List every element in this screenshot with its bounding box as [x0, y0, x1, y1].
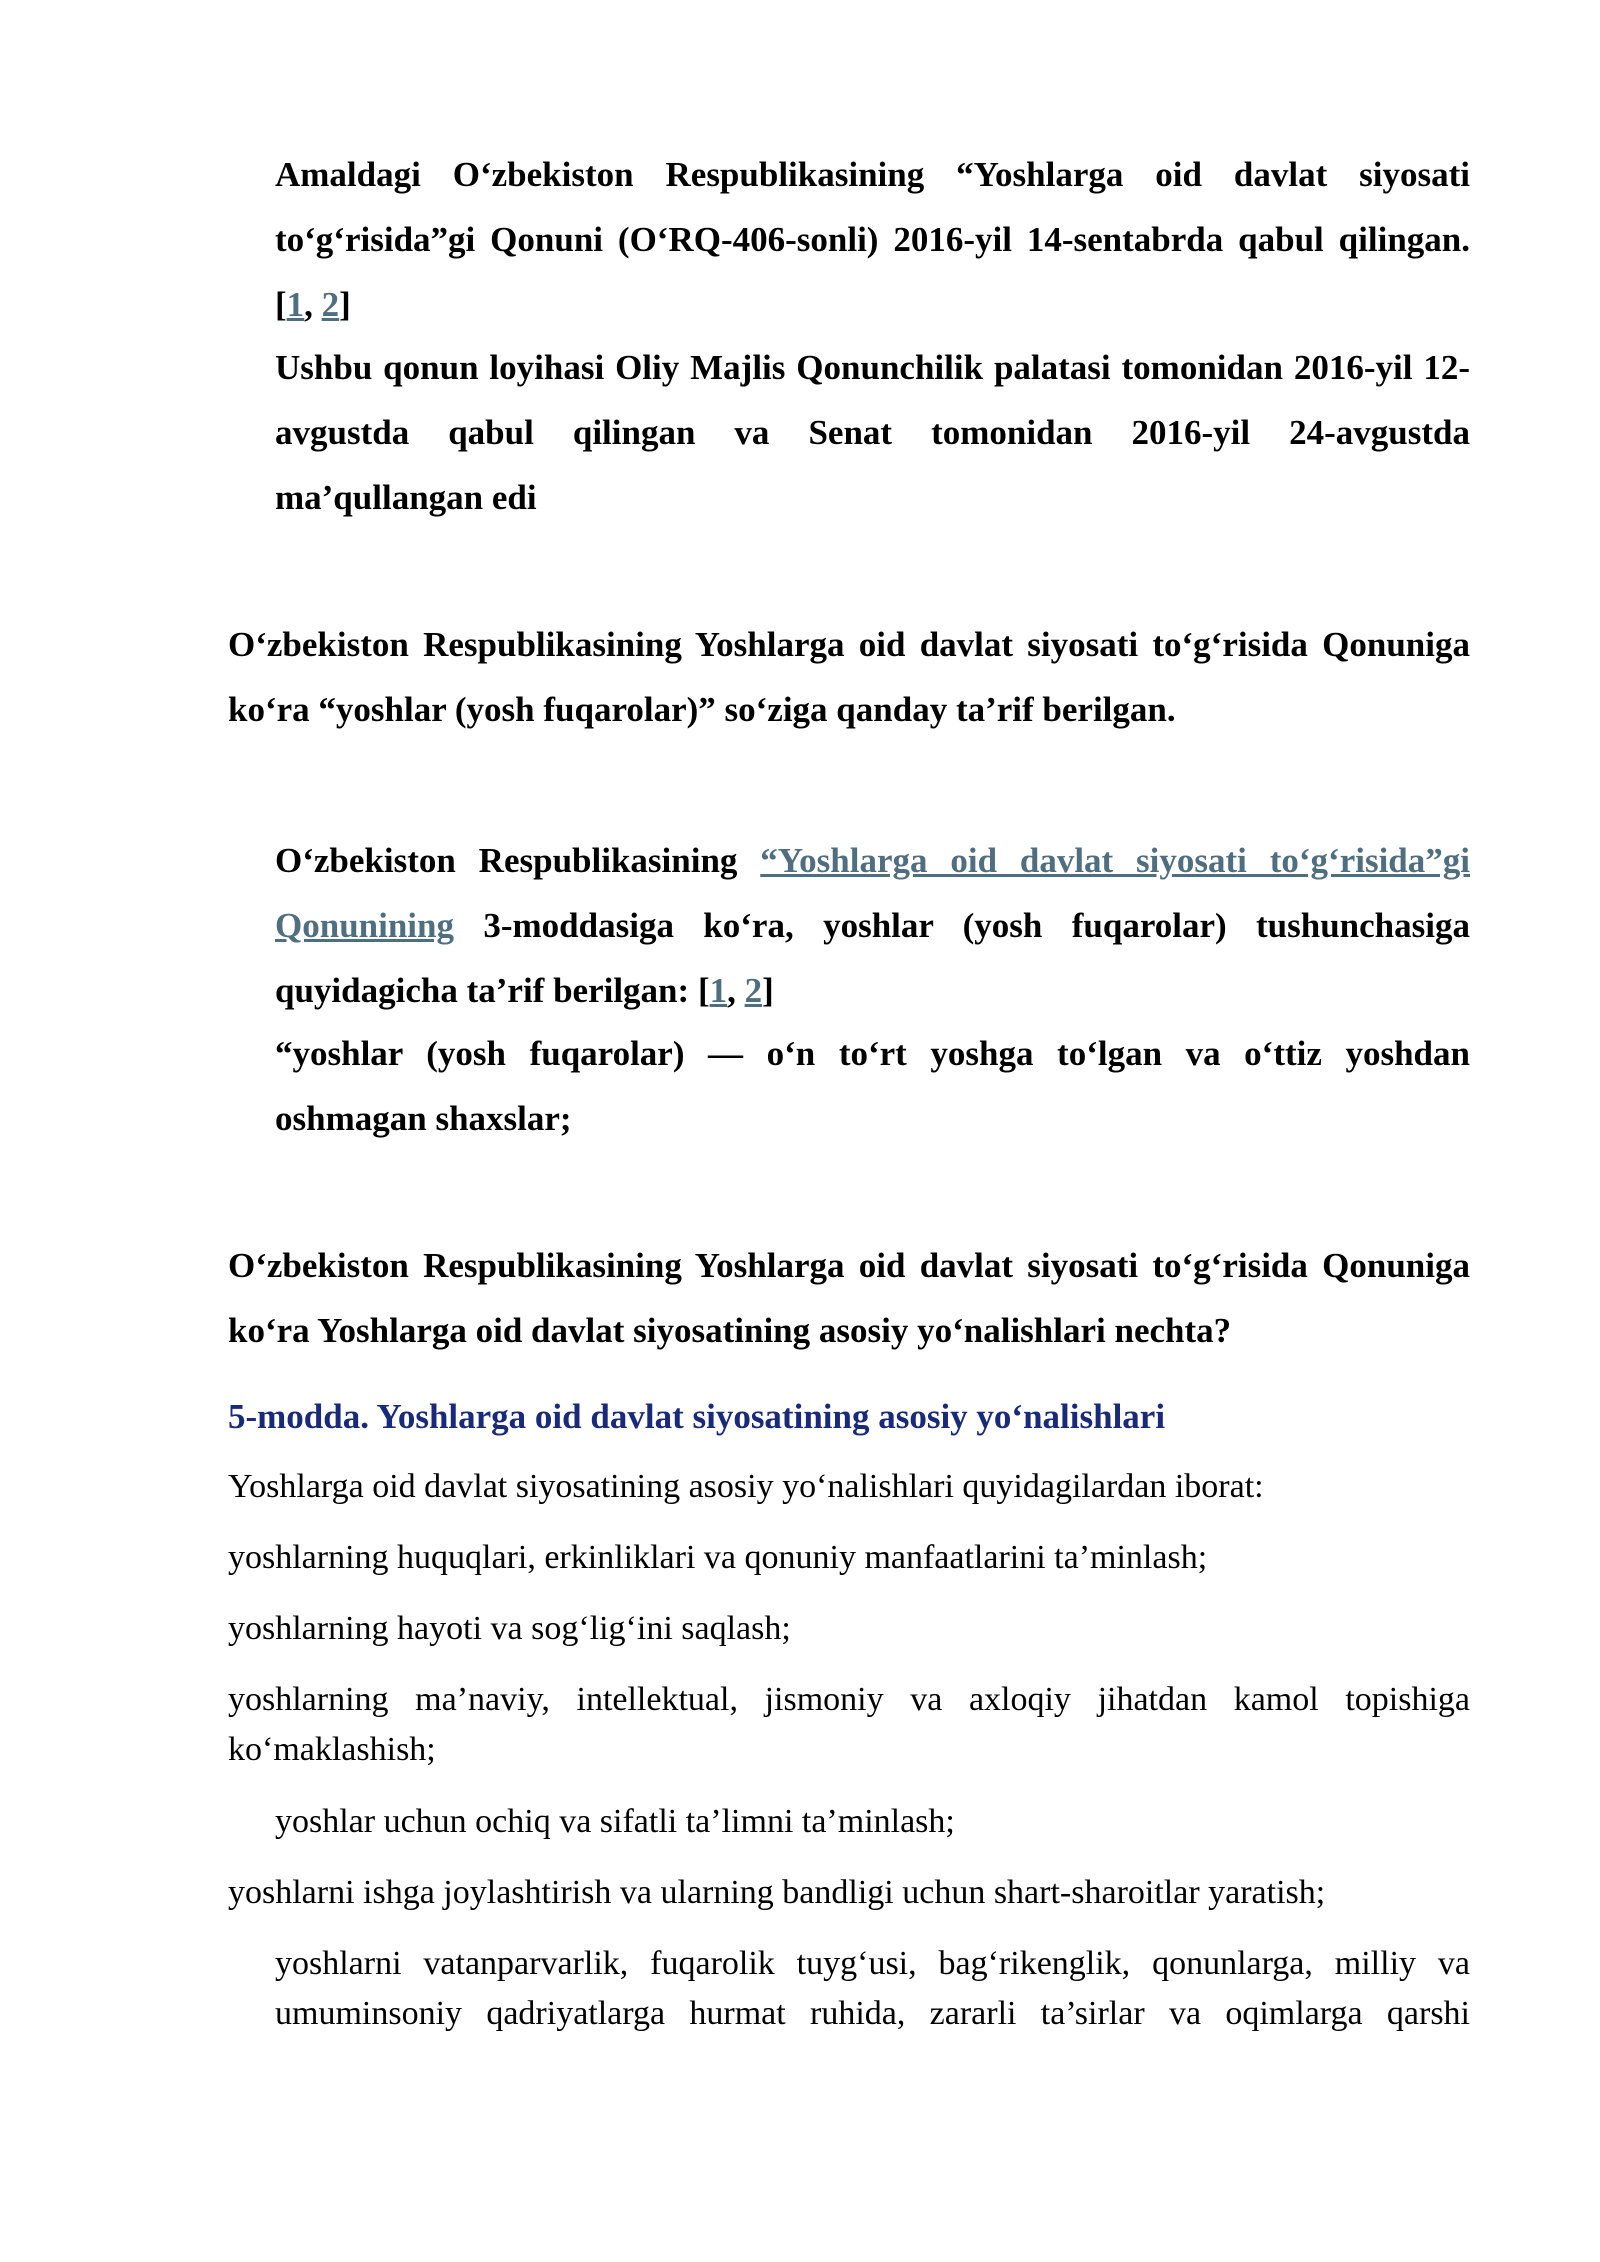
- reference-link-2[interactable]: 2: [321, 285, 340, 324]
- intro-paragraph: Amaldagi O‘zbekiston Respublikasining “Yoshlarga oid davlat siyosati to‘g‘risida”gi Qonuni (O‘RQ-406-sonli) 2016-yil 14-sentabrda qabul qilingan. [1, 2]: [275, 155, 1470, 324]
- reference-link-1[interactable]: 1: [286, 285, 305, 324]
- reference-link-1[interactable]: 1: [709, 971, 728, 1010]
- question-1: O‘zbekiston Respublikasining Yoshlarga oid davlat siyosati to‘g‘risida Qonuniga ko‘ra “yoshlar (yosh fuqarolar)” so‘ziga qanday ta’rif berilgan.: [228, 625, 1470, 729]
- law-link[interactable]: “Yoshlarga oid davlat siyosati to‘g‘risida”gi Qonunining: [275, 841, 1470, 945]
- list-item: yoshlar uchun ochiq va sifatli ta’limni ta’minlash;: [275, 1803, 955, 1840]
- article-heading: 5-modda. Yoshlarga oid davlat siyosatining asosiy yo‘nalishlari: [228, 1397, 1166, 1436]
- intro-text: Amaldagi O‘zbekiston Respublikasining “Yoshlarga oid davlat siyosati to‘g‘risida”gi Qonuni (O‘RQ-406-sonli) 2016-yil 14-sentabrda qabul qilingan.: [275, 155, 1470, 259]
- list-item: yoshlarning huquqlari, erkinliklari va qonuniy manfaatlarini ta’minlash;: [228, 1539, 1208, 1576]
- list-item: yoshlarni vatanparvarlik, fuqarolik tuyg‘usi, bag‘rikenglik, qonunlarga, milliy va umuminsoniy qadriyatlarga hurmat ruhida, zararli ta’sirlar va oqimlarga qarshi: [275, 1945, 1470, 2032]
- answer-paragraph: O‘zbekiston Respublikasining “Yoshlarga oid davlat siyosati to‘g‘risida”gi Qonunining 3-moddasiga ko‘ra, yoshlar (yosh fuqarolar) tushunchasiga quyidagicha ta’rif berilgan: [1, 2]: [275, 841, 1470, 1010]
- reference-link-2[interactable]: 2: [744, 971, 763, 1010]
- adoption-paragraph: Ushbu qonun loyihasi Oliy Majlis Qonunchilik palatasi tomonidan 2016-yil 12-avgustda qabul qilingan va Senat tomonidan 2016-yil 24-avgustda ma’qullangan edi: [275, 348, 1470, 517]
- list-item: yoshlarning ma’naviy, intellektual, jismoniy va axloqiy jihatdan kamol topishiga ko‘maklashish;: [228, 1681, 1470, 1768]
- article-intro: Yoshlarga oid davlat siyosatining asosiy yo‘nalishlari quyidagilardan iborat:: [228, 1468, 1264, 1505]
- list-item: yoshlarni ishga joylashtirish va ularning bandligi uchun shart-sharoitlar yaratish;: [228, 1874, 1326, 1911]
- question-2: O‘zbekiston Respublikasining Yoshlarga oid davlat siyosati to‘g‘risida Qonuniga ko‘ra Yoshlarga oid davlat siyosatining asosiy yo‘nalishlari nechta?: [228, 1246, 1470, 1350]
- youth-definition: “yoshlar (yosh fuqarolar) — o‘n to‘rt yoshga to‘lgan va o‘ttiz yoshdan oshmagan shaxslar;: [275, 1034, 1470, 1138]
- list-item: yoshlarning hayoti va sog‘lig‘ini saqlash;: [228, 1610, 791, 1647]
